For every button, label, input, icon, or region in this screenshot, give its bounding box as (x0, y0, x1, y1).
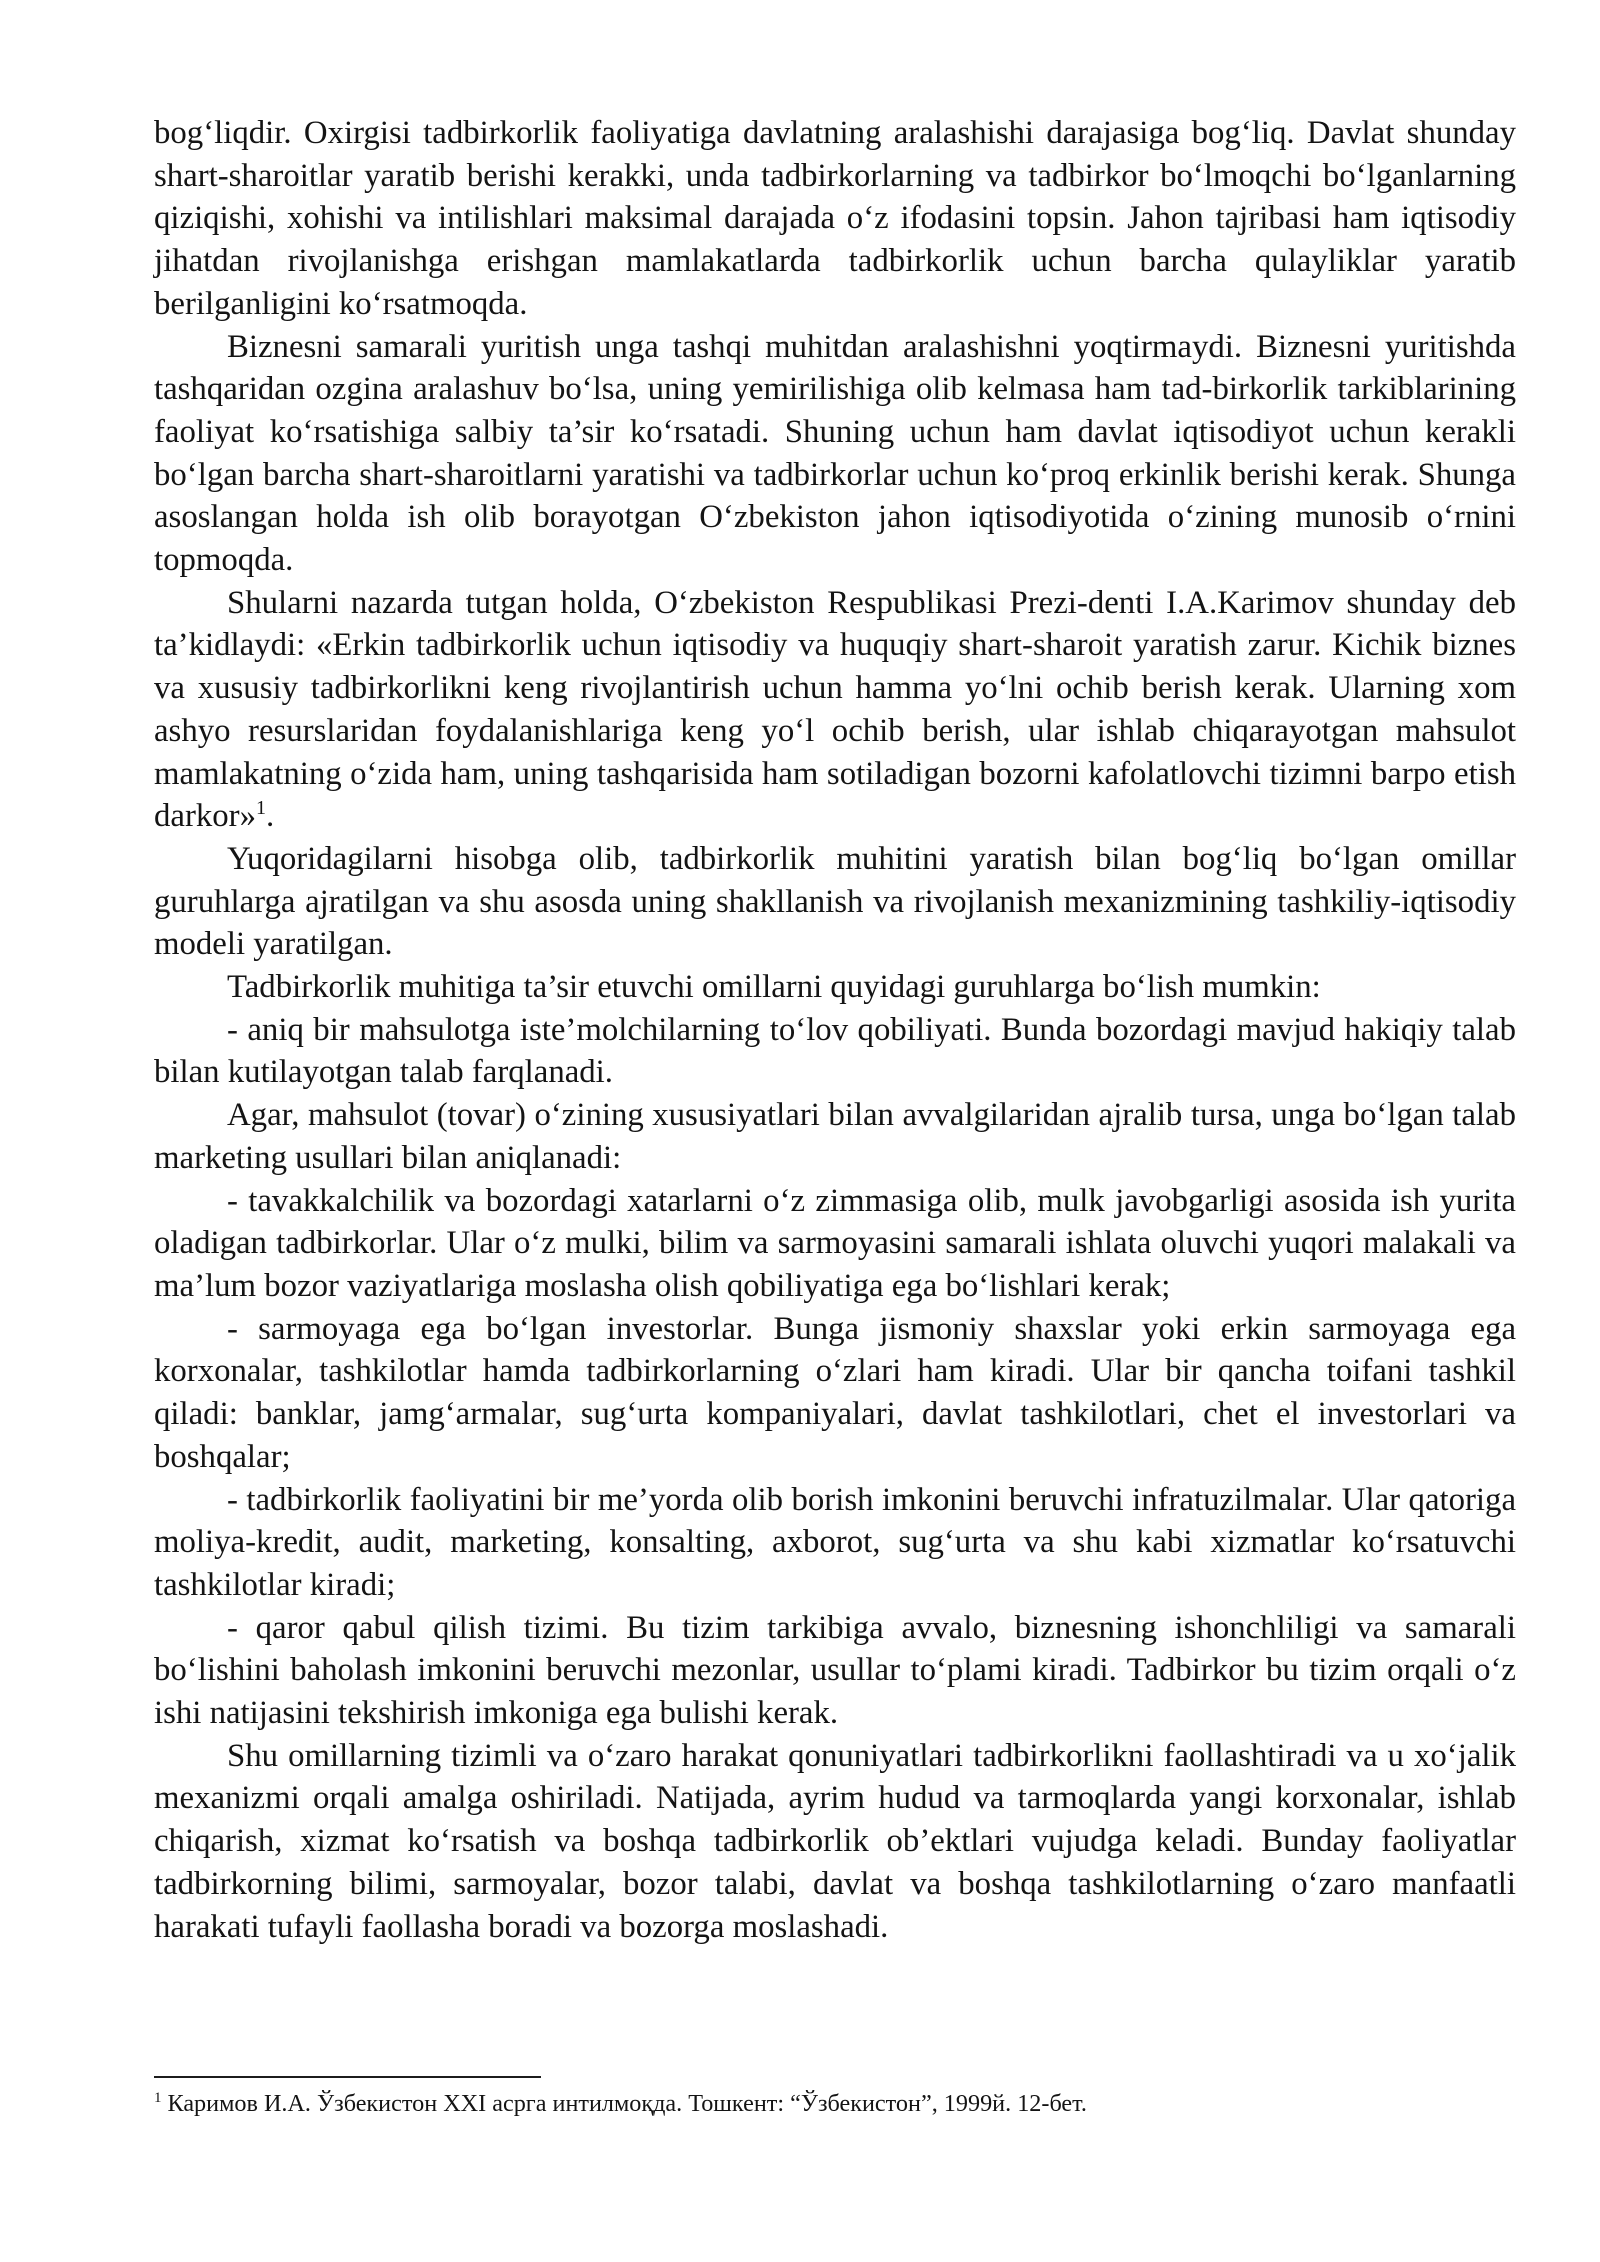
quote-text: Shularni nazarda tutgan holda, O‘zbekiston Respublikasi Prezi-denti I.A.Karimov shunday deb ta’kidlaydi: «Erkin tadbirkorlik uchun iqtisodiy va huquqiy shart-sharoit yaratish zarur. Kichik biznes va xususiy tadbirkorlikni keng rivojlantirish uchun hamma yo‘lni ochib berish kerak. Ularning xom ashyo resurslaridan foydalanishlariga keng yo‘l ochib berish, ular ishlab chiqarayotgan mahsulot mamlakatning o‘zida ham, uning tashqarisida ham sotiladigan bozorni kafolatlovchi tizimni barpo etish darkor» (154, 584, 1516, 835)
list-item-decision-system: - qaror qabul qilish tizimi. Bu tizim tarkibiga avvalo, biznesning ishonchliligi va samarali bo‘lishini baholash imkonini beruvchi mezonlar, usullar to‘plami kiradi. Tadbirkor bu tizim orqali o‘z ishi natijasini tekshirish imkoniga ega bulishi kerak. (154, 1609, 1516, 1732)
list-item-infrastructure: - tadbirkorlik faoliyatini bir me’yorda olib borish imkonini beruvchi infratuzilmalar. Ular qatoriga moliya-kredit, audit, marketing, konsalting, axborot, sug‘urta va shu kabi xizmatlar ko‘rsatuvchi tashkilotlar kiradi; (154, 1481, 1516, 1603)
paragraph-2: Biznesni samarali yuritish unga tashqi muhitdan aralashishni yoqtirmaydi. Biznesni yuritishda tashqaridan ozgina aralashuv bo‘lsa, uning yemirilishiga olib kelmasa ham tad-birkorlik tarkiblarining faoliyat ko‘rsatishiga salbiy ta’sir ko‘rsatadi. Shuning uchun ham davlat iqtisodiyot uchun kerakli bo‘lgan barcha shart-sharoitlarni yaratishi va tadbirkorlar uchun ko‘proq erkinlik berishi kerak. Shunga asoslangan holda ish olib borayotgan O‘zbekiston jahon iqtisodiyotida o‘zining munosib o‘rnini topmoqda. (154, 328, 1516, 579)
list-item-entrepreneurs: - tavakkalchilik va bozordagi xatarlarni o‘z zimmasiga olib, mulk javobgarligi asosida ish yurita oladigan tadbirkorlar. Ular o‘z mulki, bilim va sarmoyasini samarali ishlata oluvchi yuqori malakali va ma’lum bozor vaziyatlariga moslasha olish qobiliyatiga ega bo‘lishlari kerak; (154, 1182, 1516, 1304)
footnote-number: 1 (154, 2089, 162, 2106)
footnote (154, 2088, 1516, 2120)
paragraph-7: Shu omillarning tizimli va o‘zaro harakat qonuniyatlari tadbirkorlikni faollashtiradi va u xo‘jalik mexanizmi orqali amalga oshiriladi. Natijada, ayrim hudud va tarmoqlarda yangi korxonalar, ishlab chiqarish, xizmat ko‘rsatish va boshqa tadbirkorlik ob’ektlari vujudga keladi. Bunday faoliyatlar tadbirkorning bilimi, sarmoyalar, bozor talabi, davlat va boshqa tashkilotlarning o‘zaro manfaatli harakati tufayli faollasha boradi va bozorga moslashadi. (154, 1737, 1516, 1945)
paragraph-5: Tadbirkorlik muhitiga ta’sir etuvchi omillarni quyidagi guruhlarga bo‘lish mumkin: (227, 969, 1321, 1006)
list-item-demand: - aniq bir mahsulotga iste’molchilarning to‘lov qobiliyati. Bunda bozordagi mavjud hakiqiy talab bilan kutilayotgan talab farqlanadi. (154, 1011, 1516, 1091)
footnote-separator (154, 2076, 541, 2078)
paragraph-4: Yuqoridagilarni hisobga olib, tadbirkorlik muhitini yaratish bilan bog‘liq bo‘lgan omillar guruhlarga ajratilgan va shu asosda uning shakllanish va rivojlanish mexanizmining tashkiliy-iqtisodiy modeli yaratilgan. (154, 840, 1516, 963)
paragraph-1: bog‘liqdir. Oxirgisi tadbirkorlik faoliyatiga davlatning aralashishi darajasiga bog‘liq. Davlat shunday shart-sharoitlar yaratib berishi kerakki, unda tadbirkorlarning va tadbirkor bo‘lmoqchi bo‘lganlarning qiziqishi, xohishi va intilishlari maksimal darajada o‘z ifodasini topsin. Jahon tajribasi ham iqtisodiy jihatdan rivojlanishga erishgan mamlakatlarda tadbirkorlik uchun barcha qulayliklar yaratib berilganligini ko‘rsatmoqda. (154, 115, 1516, 322)
paragraph-6: Agar, mahsulot (tovar) o‘zining xususiyatlari bilan avvalgilaridan ajralib tursa, unga bo‘lgan talab marketing usullari bilan aniqlanadi: (154, 1097, 1516, 1176)
footnote-text: Каримов И.А. Ўзбекистон XXI асрга интилмоқда. Тошкент: “Ўзбекистон”, 1999й. 12-бет. (167, 2090, 1087, 2117)
body-text (154, 112, 1516, 1948)
paragraph-3-quote (154, 582, 1516, 838)
list-item-investors: - sarmoyaga ega bo‘lgan investorlar. Bunga jismoniy shaxslar yoki erkin sarmoyaga ega korxonalar, tashkilotlar hamda tadbirkorlarning o‘zlari ham kiradi. Ular bir qancha toifani tashkil qiladi: banklar, jamg‘armalar, sug‘urta kompaniyalari, davlat tashkilotlari, chet el investorlari va boshqalar; (154, 1310, 1516, 1475)
quote-end-punct: . (266, 798, 275, 835)
footnote-reference[interactable]: 1 (256, 797, 266, 820)
